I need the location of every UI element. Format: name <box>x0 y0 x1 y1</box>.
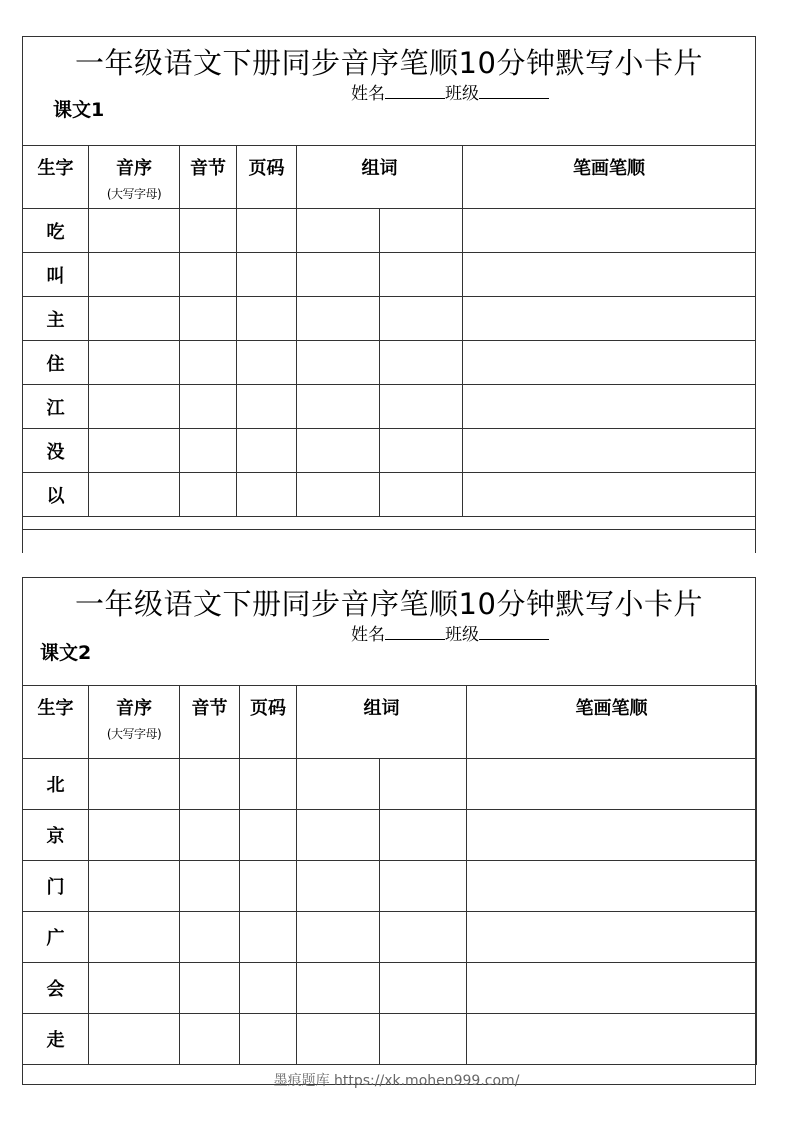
page-cell[interactable] <box>240 912 297 963</box>
page-cell[interactable] <box>240 861 297 912</box>
order-cell[interactable] <box>89 473 180 517</box>
word-cell[interactable] <box>380 912 467 963</box>
watermark-footer: 墨痕题库 https://xk.mohen999.com/ <box>273 1073 520 1089</box>
class-blank[interactable] <box>479 624 549 640</box>
syllable-cell[interactable] <box>180 253 237 297</box>
dictation-table <box>22 685 757 1065</box>
char-cell: 广 <box>23 912 89 963</box>
table-row <box>23 1014 757 1065</box>
syllable-cell[interactable] <box>180 963 240 1014</box>
word-cell[interactable] <box>380 473 463 517</box>
page-cell[interactable] <box>237 253 297 297</box>
order-cell[interactable] <box>89 297 180 341</box>
strokes-cell[interactable] <box>467 912 757 963</box>
word-cell[interactable] <box>380 209 463 253</box>
class-label: 班级 <box>445 625 479 645</box>
page-cell[interactable] <box>237 473 297 517</box>
syllable-cell[interactable] <box>180 341 237 385</box>
header-page: 页码 <box>237 146 297 209</box>
table-row <box>23 209 756 253</box>
table-header-row <box>23 686 757 759</box>
syllable-cell[interactable] <box>180 209 237 253</box>
page-cell[interactable] <box>237 429 297 473</box>
word-cell[interactable] <box>297 209 380 253</box>
char-cell: 江 <box>23 385 89 429</box>
char-cell: 以 <box>23 473 89 517</box>
syllable-cell[interactable] <box>180 1014 240 1065</box>
header-order <box>89 146 180 209</box>
card-title: 一年级语文下册同步音序笔顺10分钟默写小卡片 <box>75 587 703 621</box>
word-cell[interactable] <box>297 912 380 963</box>
char-cell: 叫 <box>23 253 89 297</box>
table-row <box>23 912 757 963</box>
header-char: 生字 <box>23 686 89 759</box>
syllable-cell[interactable] <box>180 912 240 963</box>
word-cell[interactable] <box>297 1014 380 1065</box>
syllable-cell[interactable] <box>180 385 237 429</box>
word-cell[interactable] <box>297 963 380 1014</box>
header-order-label: 音序 <box>116 158 152 179</box>
word-cell[interactable] <box>380 810 467 861</box>
strokes-cell[interactable] <box>463 429 756 473</box>
char-cell: 吃 <box>23 209 89 253</box>
word-cell[interactable] <box>380 385 463 429</box>
table-row <box>23 861 757 912</box>
syllable-cell[interactable] <box>180 429 237 473</box>
word-cell[interactable] <box>297 810 380 861</box>
char-cell: 北 <box>23 759 89 810</box>
order-cell[interactable] <box>89 759 180 810</box>
table-row <box>23 810 757 861</box>
strokes-cell[interactable] <box>463 341 756 385</box>
word-cell[interactable] <box>380 759 467 810</box>
strokes-cell[interactable] <box>463 473 756 517</box>
word-cell[interactable] <box>297 429 380 473</box>
table-row <box>23 385 756 429</box>
table-header-row <box>23 146 756 209</box>
header-page: 页码 <box>240 686 297 759</box>
page-cell[interactable] <box>237 297 297 341</box>
table-row <box>23 341 756 385</box>
syllable-cell[interactable] <box>180 861 240 912</box>
order-cell[interactable] <box>89 341 180 385</box>
syllable-cell[interactable] <box>180 810 240 861</box>
char-cell: 会 <box>23 963 89 1014</box>
word-cell[interactable] <box>380 341 463 385</box>
word-cell[interactable] <box>380 1014 467 1065</box>
word-cell[interactable] <box>380 963 467 1014</box>
page-cell[interactable] <box>240 963 297 1014</box>
char-cell: 门 <box>23 861 89 912</box>
word-cell[interactable] <box>380 429 463 473</box>
table-row <box>23 759 757 810</box>
header-order-sub: (大写字母) <box>106 187 162 201</box>
divider-line <box>23 529 755 530</box>
word-cell[interactable] <box>380 297 463 341</box>
order-cell[interactable] <box>89 385 180 429</box>
strokes-cell[interactable] <box>467 861 757 912</box>
order-cell[interactable] <box>89 912 180 963</box>
table-row <box>23 963 757 1014</box>
header-syllable: 音节 <box>180 686 240 759</box>
name-label: 姓名 <box>351 625 385 645</box>
order-cell[interactable] <box>89 429 180 473</box>
order-cell[interactable] <box>89 861 180 912</box>
syllable-cell[interactable] <box>180 297 237 341</box>
char-cell: 京 <box>23 810 89 861</box>
strokes-cell[interactable] <box>467 759 757 810</box>
table-row <box>23 297 756 341</box>
lesson-label: 课文2 <box>40 642 92 664</box>
word-cell[interactable] <box>297 253 380 297</box>
char-cell: 没 <box>23 429 89 473</box>
strokes-cell[interactable] <box>467 810 757 861</box>
order-cell[interactable] <box>89 810 180 861</box>
name-blank[interactable] <box>385 83 445 99</box>
strokes-cell[interactable] <box>463 297 756 341</box>
page-cell[interactable] <box>237 341 297 385</box>
header-order-sub: (大写字母) <box>106 727 162 741</box>
table-row <box>23 429 756 473</box>
order-cell[interactable] <box>89 253 180 297</box>
syllable-cell[interactable] <box>180 473 237 517</box>
card-title: 一年级语文下册同步音序笔顺10分钟默写小卡片 <box>75 46 703 80</box>
header-syllable: 音节 <box>180 146 237 209</box>
order-cell[interactable] <box>89 1014 180 1065</box>
word-cell[interactable] <box>297 341 380 385</box>
header-order-label: 音序 <box>116 698 152 719</box>
word-cell[interactable] <box>380 861 467 912</box>
dictation-card-1 <box>22 36 756 553</box>
name-class-line <box>351 79 549 104</box>
header-strokes: 笔画笔顺 <box>463 146 756 209</box>
strokes-cell[interactable] <box>463 253 756 297</box>
header-char: 生字 <box>23 146 89 209</box>
word-cell[interactable] <box>297 861 380 912</box>
header-words: 组词 <box>297 686 467 759</box>
word-cell[interactable] <box>297 759 380 810</box>
header-words: 组词 <box>297 146 463 209</box>
page-cell[interactable] <box>240 759 297 810</box>
page-cell[interactable] <box>240 1014 297 1065</box>
syllable-cell[interactable] <box>180 759 240 810</box>
strokes-cell[interactable] <box>467 1014 757 1065</box>
word-cell[interactable] <box>380 253 463 297</box>
name-blank[interactable] <box>385 624 445 640</box>
order-cell[interactable] <box>89 209 180 253</box>
strokes-cell[interactable] <box>467 963 757 1014</box>
order-cell[interactable] <box>89 963 180 1014</box>
word-cell[interactable] <box>297 473 380 517</box>
name-class-line <box>351 620 549 645</box>
char-cell: 走 <box>23 1014 89 1065</box>
dictation-card-2 <box>22 577 756 1085</box>
word-cell[interactable] <box>297 385 380 429</box>
header-order <box>89 686 180 759</box>
name-label: 姓名 <box>351 84 385 104</box>
class-blank[interactable] <box>479 83 549 99</box>
header-strokes: 笔画笔顺 <box>467 686 757 759</box>
char-cell: 住 <box>23 341 89 385</box>
page-cell[interactable] <box>237 385 297 429</box>
table-row <box>23 253 756 297</box>
page-cell[interactable] <box>240 810 297 861</box>
lesson-label: 课文1 <box>53 99 105 121</box>
char-cell: 主 <box>23 297 89 341</box>
strokes-cell[interactable] <box>463 385 756 429</box>
class-label: 班级 <box>445 84 479 104</box>
dictation-table <box>22 145 756 517</box>
page-cell[interactable] <box>237 209 297 253</box>
word-cell[interactable] <box>297 297 380 341</box>
table-row <box>23 473 756 517</box>
strokes-cell[interactable] <box>463 209 756 253</box>
